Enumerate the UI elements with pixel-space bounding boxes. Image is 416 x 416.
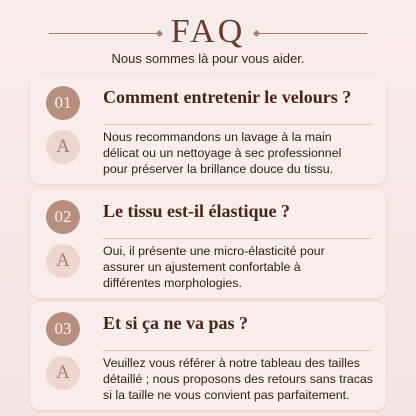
faq-answer	[103, 129, 379, 177]
faq-question-row[interactable]	[30, 302, 386, 350]
faq-question[interactable]: Comment entretenir le velours ?	[103, 87, 352, 107]
faq-answer	[103, 243, 379, 291]
answer-badge: A	[46, 356, 80, 390]
question-number-badge: 01	[46, 86, 80, 120]
faq-answer-line: pour préserver la brillance douce du tissu.	[103, 162, 334, 176]
faq-header	[0, 6, 416, 70]
faq-answer-line: Veuillez vous référer à notre tableau des tailles	[103, 356, 360, 370]
faq-answer-line: délicat ou un nettoyage à sec professionnel	[103, 146, 342, 160]
faq-answer-line: Oui, il présente une micro-élasticité pour	[103, 244, 325, 258]
faq-divider	[103, 350, 371, 351]
faq-question[interactable]: Et si ça ne va pas ?	[103, 313, 249, 333]
question-number-badge: 02	[46, 200, 80, 234]
answer-badge: A	[46, 244, 80, 278]
faq-divider	[103, 124, 371, 125]
faq-answer-line: détaillé ; nous proposons des retours sans tracas	[103, 372, 373, 386]
faq-item-3[interactable]	[30, 302, 386, 410]
faq-question-row[interactable]	[30, 76, 386, 124]
faq-item-1[interactable]	[30, 76, 386, 184]
question-number-badge: 03	[46, 312, 80, 346]
page-title: FAQ	[170, 13, 246, 50]
faq-answer	[103, 355, 379, 403]
faq-divider	[103, 238, 371, 239]
title-row	[0, 6, 416, 50]
page-subtitle: Nous sommes là pour vous aider.	[111, 51, 305, 66]
faq-answer-line: Nous recommandons un lavage à la main	[103, 130, 332, 144]
faq-item-2[interactable]	[30, 190, 386, 298]
faq-question-row[interactable]	[30, 190, 386, 238]
faq-answer-line: assurer un ajustement confortable à	[103, 260, 301, 274]
faq-question[interactable]: Le tissu est-il élastique ?	[103, 201, 290, 221]
faq-answer-line: si la taille ne vous convient pas parfaitement.	[103, 388, 350, 402]
faq-answer-line: différentes morphologies.	[103, 276, 242, 290]
answer-badge: A	[46, 130, 80, 164]
